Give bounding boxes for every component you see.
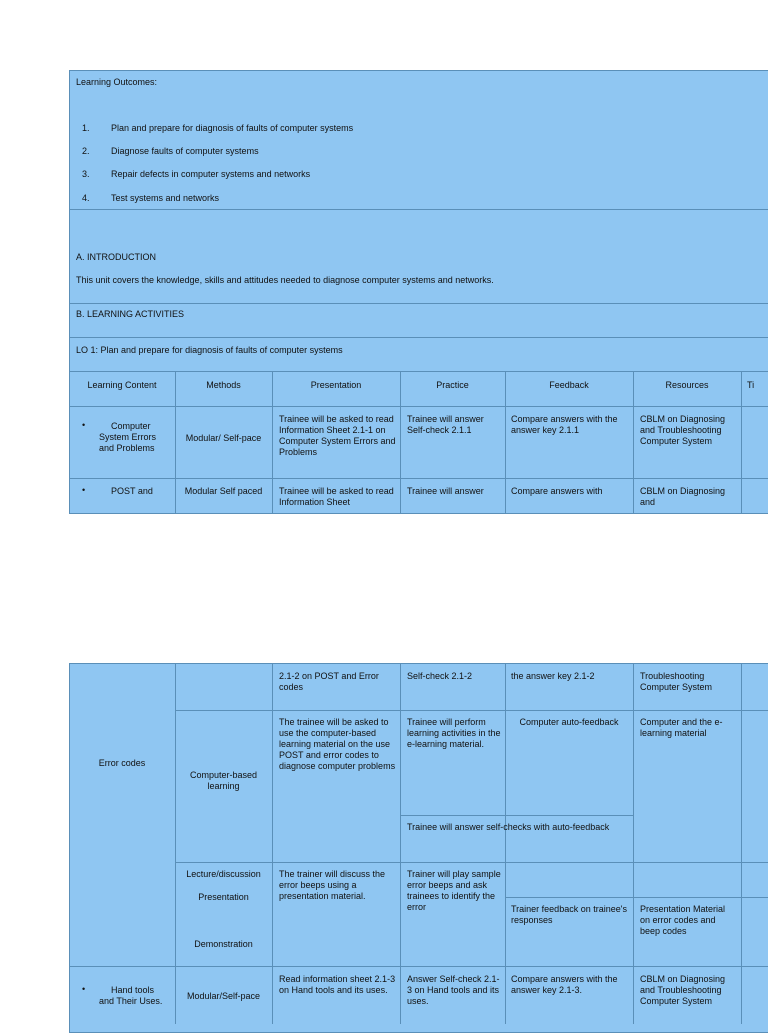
column-divider: [633, 371, 634, 513]
row-border: [400, 815, 633, 816]
outcome-text: Repair defects in computer systems and networks: [111, 169, 311, 179]
column-divider: [505, 371, 506, 513]
divider: [69, 303, 768, 304]
practice-cell: Trainee will answer: [407, 486, 484, 496]
resources-cell: CBLM on Diagnosing and Troubleshooting Computer System: [640, 974, 726, 1006]
learning-content-cell: Computer System Errors and Problems: [99, 421, 157, 453]
feedback-cell: Compare answers with the answer key 2.1-3.: [511, 974, 618, 995]
outcome-number: 2.: [82, 146, 90, 156]
outcome-text: Test systems and networks: [111, 193, 220, 203]
introduction-text: This unit covers the knowledge, skills and attitudes needed to diagnose computer systems and networks.: [76, 275, 494, 285]
practice-cell: Trainee will perform learning activities in the e-learning material.: [407, 717, 501, 749]
row-border: [69, 966, 768, 967]
row-border: [505, 897, 768, 898]
row-border: [175, 710, 768, 711]
column-header-practice: Practice: [436, 380, 469, 390]
outcome-number: 3.: [82, 169, 90, 179]
header-bottom-border: [69, 406, 768, 407]
methods-cell: Demonstration: [194, 939, 253, 949]
learning-content-cell: Hand tools and Their Uses.: [99, 985, 163, 1006]
feedback-cell: Compare answers with: [511, 486, 603, 496]
column-divider: [505, 862, 506, 1024]
column-divider: [400, 371, 401, 513]
methods-cell: Modular/ Self-pace: [185, 433, 262, 443]
methods-cell: Modular Self paced: [184, 486, 263, 496]
column-divider: [175, 663, 176, 1024]
presentation-cell: The trainee will be asked to use the computer-based learning material on the use POST and error codes to diagnose computer problems: [279, 717, 396, 771]
practice-cell: Answer Self-check 2.1-3 on Hand tools and its uses.: [407, 974, 500, 1006]
outcome-text: Plan and prepare for diagnosis of faults of computer systems: [111, 123, 354, 133]
row-border: [175, 862, 768, 863]
learning-activities-heading: B. LEARNING ACTIVITIES: [76, 309, 185, 319]
divider: [69, 209, 768, 210]
column-header-methods: Methods: [206, 380, 241, 390]
feedback-cell: the answer key 2.1-2: [511, 671, 595, 681]
resources-cell: Presentation Material on error codes and beep codes: [640, 904, 726, 936]
learning-content-cell: POST and: [111, 486, 153, 496]
methods-cell: Modular/Self-pace: [186, 991, 261, 1001]
column-header-time: Ti: [747, 380, 755, 390]
methods-cell: Lecture/discussion: [186, 869, 261, 879]
column-divider: [272, 371, 273, 513]
practice-cell: Trainee will answer Self-check 2.1.1: [407, 414, 484, 435]
outcome-number: 4.: [82, 193, 90, 203]
outcome-number: 1.: [82, 123, 90, 133]
resources-cell: Troubleshooting Computer System: [640, 671, 713, 692]
feedback-cell: Compare answers with the answer key 2.1.1: [511, 414, 618, 435]
row-border: [69, 478, 768, 479]
bullet-icon: •: [82, 984, 86, 994]
introduction-heading: A. INTRODUCTION: [76, 252, 156, 262]
bullet-icon: •: [82, 420, 86, 430]
resources-cell: Computer and the e-learning material: [640, 717, 723, 738]
practice-cell: Trainee will answer self-checks with auto-feedback: [407, 822, 610, 832]
methods-cell: Presentation: [198, 892, 249, 902]
page-block-top: [69, 70, 768, 514]
column-header-feedback: Feedback: [549, 380, 589, 390]
column-divider: [741, 663, 742, 1024]
practice-cell: Self-check 2.1-2: [407, 671, 473, 681]
learning-content-cell: Error codes: [98, 758, 146, 768]
feedback-cell: Computer auto-feedback: [519, 717, 619, 727]
column-divider: [741, 371, 742, 513]
outcome-text: Diagnose faults of computer systems: [111, 146, 259, 156]
column-header-presentation: Presentation: [310, 380, 362, 390]
feedback-cell: Trainer feedback on trainee's responses: [511, 904, 627, 925]
learning-outcomes-heading: Learning Outcomes:: [76, 77, 158, 87]
presentation-cell: Trainee will be asked to read Information Sheet: [279, 486, 394, 507]
column-header-learning-content: Learning Content: [87, 380, 157, 390]
lo-title: LO 1: Plan and prepare for diagnosis of faults of computer systems: [76, 345, 343, 355]
column-divider: [400, 663, 401, 1024]
resources-cell: CBLM on Diagnosing and Troubleshooting Computer System: [640, 414, 726, 446]
practice-cell: Trainer will play sample error beeps and ask trainees to identify the error: [407, 869, 501, 912]
presentation-cell: Read information sheet 2.1-3 on Hand tools and its uses.: [279, 974, 396, 995]
bullet-icon: •: [82, 485, 86, 495]
presentation-cell: 2.1-2 on POST and Error codes: [279, 671, 379, 692]
resources-cell: CBLM on Diagnosing and: [640, 486, 726, 507]
column-divider: [633, 663, 634, 1024]
column-divider: [272, 663, 273, 1024]
methods-cell: Computer-based learning: [189, 770, 258, 791]
table-top-border: [69, 371, 768, 372]
presentation-cell: The trainer will discuss the error beeps using a presentation material.: [279, 869, 386, 901]
column-header-resources: Resources: [665, 380, 709, 390]
presentation-cell: Trainee will be asked to read Information Sheet 2.1-1 on Computer System Errors and Problems: [279, 414, 396, 457]
divider: [69, 337, 768, 338]
